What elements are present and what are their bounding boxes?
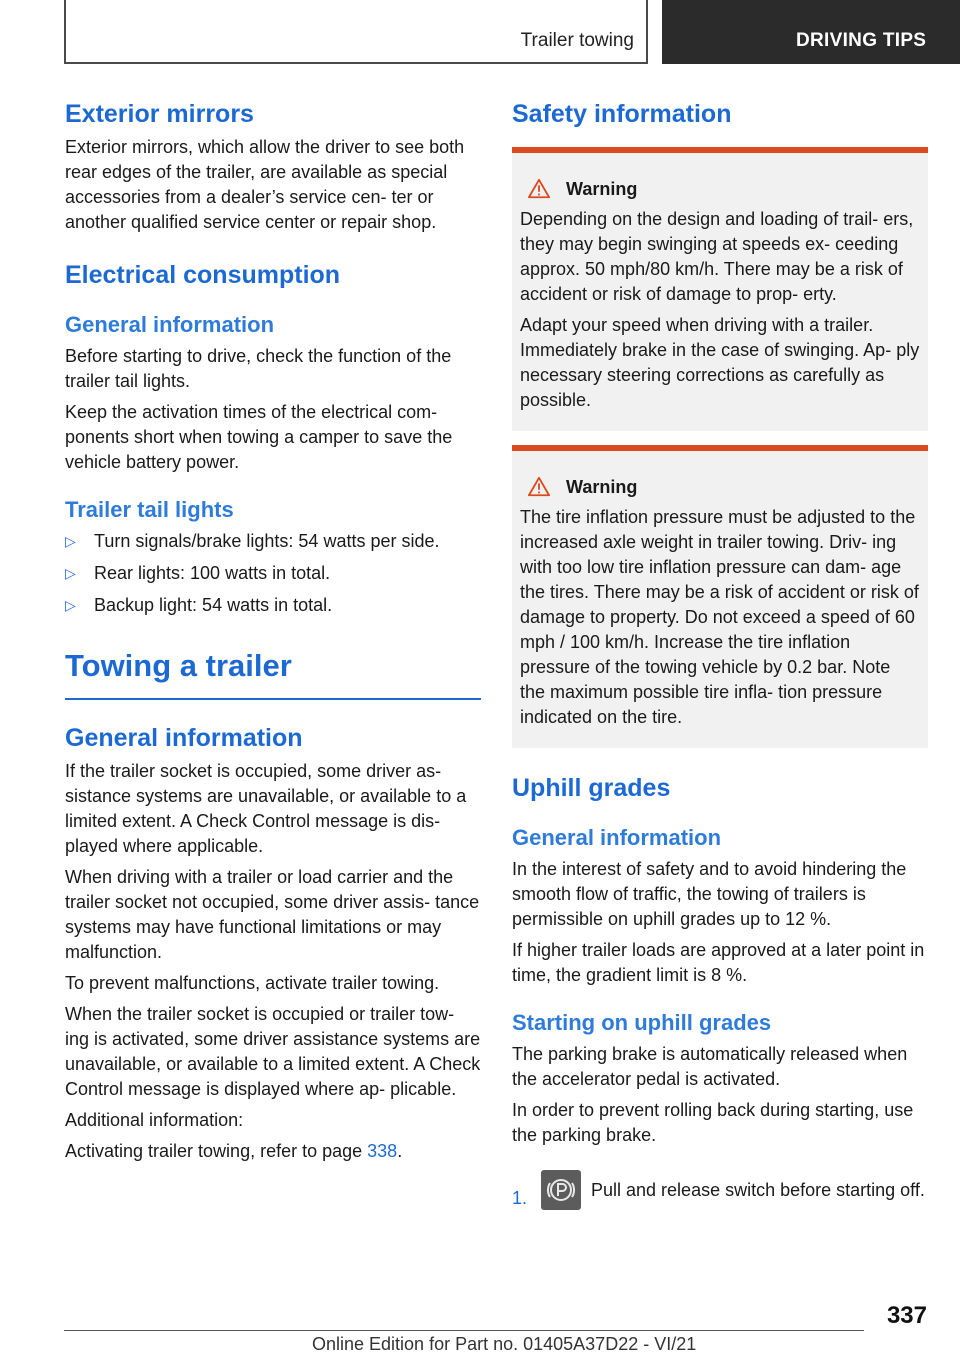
heading-towing-a-trailer: Towing a trailer [65, 648, 292, 683]
paragraph-towing-activated: When the trailer socket is occupied or trailer tow- ing is activated, some driver assistance systems are unavailable, or available to a limited extent. A Check Control message is displayed where ap- plicable. [65, 1004, 481, 1099]
heading-exterior-mirrors: Exterior mirrors [65, 100, 254, 128]
page-link[interactable]: 338 [367, 1141, 398, 1161]
paragraph-tail-light-check: Before starting to drive, check the function of the trailer tail lights. [65, 346, 452, 391]
paragraph-parking-brake-release: The parking brake is automatically released when the accelerator pedal is activated. [512, 1044, 908, 1089]
right-column [512, 100, 928, 1211]
paragraph-page-reference: Activating trailer towing, refer to page 338. [65, 1141, 403, 1161]
subheading-general-information: General information [512, 825, 722, 850]
parking-brake-switch-icon [541, 1170, 581, 1210]
paragraph-exterior-mirrors: Exterior mirrors, which allow the driver to see both rear edges of the trailer, are available as special accessories from a dealer’s service cen- ter or another qualified service center or repair shop. [65, 137, 465, 232]
heading-electrical-consumption: Electrical consumption [65, 261, 341, 289]
warning-triangle-icon [528, 476, 550, 498]
triangle-bullet-icon: ▷ [65, 533, 76, 549]
heading-divider [65, 698, 481, 700]
paragraph-load-carrier: When driving with a trailer or load carrier and the trailer socket not occupied, some driver assis- tance systems may have functional limitations or may malfunction. [65, 867, 480, 962]
warning-title: Warning [528, 177, 920, 201]
list-item: ▷ Backup light: 54 watts in total. [65, 593, 481, 618]
paragraph-prevent-rolling: In order to prevent rolling back during starting, use the parking brake. [512, 1100, 914, 1145]
subheading-starting-uphill: Starting on uphill grades [512, 1010, 772, 1035]
tail-lights-list [65, 529, 481, 618]
subheading-trailer-tail-lights: Trailer tail lights [65, 497, 234, 522]
triangle-bullet-icon: ▷ [65, 565, 76, 581]
warning-box-swinging [512, 147, 928, 431]
warning-triangle-icon [528, 178, 550, 200]
heading-safety-information: Safety information [512, 100, 732, 128]
paragraph-gradient-limit: If higher trailer loads are approved at a later point in time, the gradient limit is 8 %. [512, 940, 925, 985]
paragraph-prevent-malfunctions: To prevent malfunctions, activate trailer towing. [65, 973, 440, 993]
left-column [65, 100, 481, 1164]
heading-uphill-grades: Uphill grades [512, 774, 671, 802]
paragraph-uphill-limit: In the interest of safety and to avoid hindering the smooth flow of traffic, the towing of trailers is permissible on uphill grades up to 12 %. [512, 859, 907, 929]
paragraph-additional-info: Additional information: [65, 1110, 244, 1130]
heading-general-information: General information [65, 724, 303, 752]
warning-text: Adapt your speed when driving with a trailer. Immediately brake in the case of swinging. Ap- ply necessary steering corrections as carefully as possible. [520, 315, 920, 410]
warning-box-tire-pressure [512, 445, 928, 748]
header-chapter-tab: DRIVING TIPS [662, 0, 960, 64]
header-section-title: Trailer towing [520, 30, 634, 51]
warning-text: Depending on the design and loading of trail- ers, they may begin swinging at speeds ex- ceeding approx. 50 mph/80 km/h. There may be a risk of accident or risk of damage to prop- erty. [520, 209, 914, 304]
list-item: ▷ Rear lights: 100 watts in total. [65, 561, 481, 586]
triangle-bullet-icon: ▷ [65, 597, 76, 613]
list-item: ▷ Turn signals/brake lights: 54 watts per side. [65, 529, 481, 554]
step-body: Pull and release switch before starting off. [541, 1170, 928, 1211]
step-number: 1. [512, 1188, 528, 1208]
footer-edition: Online Edition for Part no. 01405A37D22 - VI/21 [312, 1334, 697, 1354]
subheading-general-information: General information [65, 312, 275, 337]
paragraph-socket-occupied: If the trailer socket is occupied, some driver as- sistance systems are unavailable, or available to a limited extent. A Check Control message is dis- played where applicable. [65, 761, 467, 856]
warning-title: Warning [528, 475, 920, 499]
page-number: 337 [886, 1302, 927, 1329]
paragraph-activation-times: Keep the activation times of the electrical com- ponents short when towing a camper to save the vehicle battery power. [65, 402, 453, 472]
footer-divider [64, 1330, 864, 1331]
warning-text: The tire inflation pressure must be adjusted to the increased axle weight in trailer towing. Driv- ing with too low tire inflation pressure can dam- age the tires. There may be a risk of accident or risk of damage to property. Do not exceed a speed of 60 mph / 100 km/h. Increase the tire inflation pressure of the towing vehicle by 0.2 bar. Note the maximum possible tire infla- tion pressure indicated on the tire. [520, 507, 919, 727]
step-item [512, 1170, 928, 1211]
